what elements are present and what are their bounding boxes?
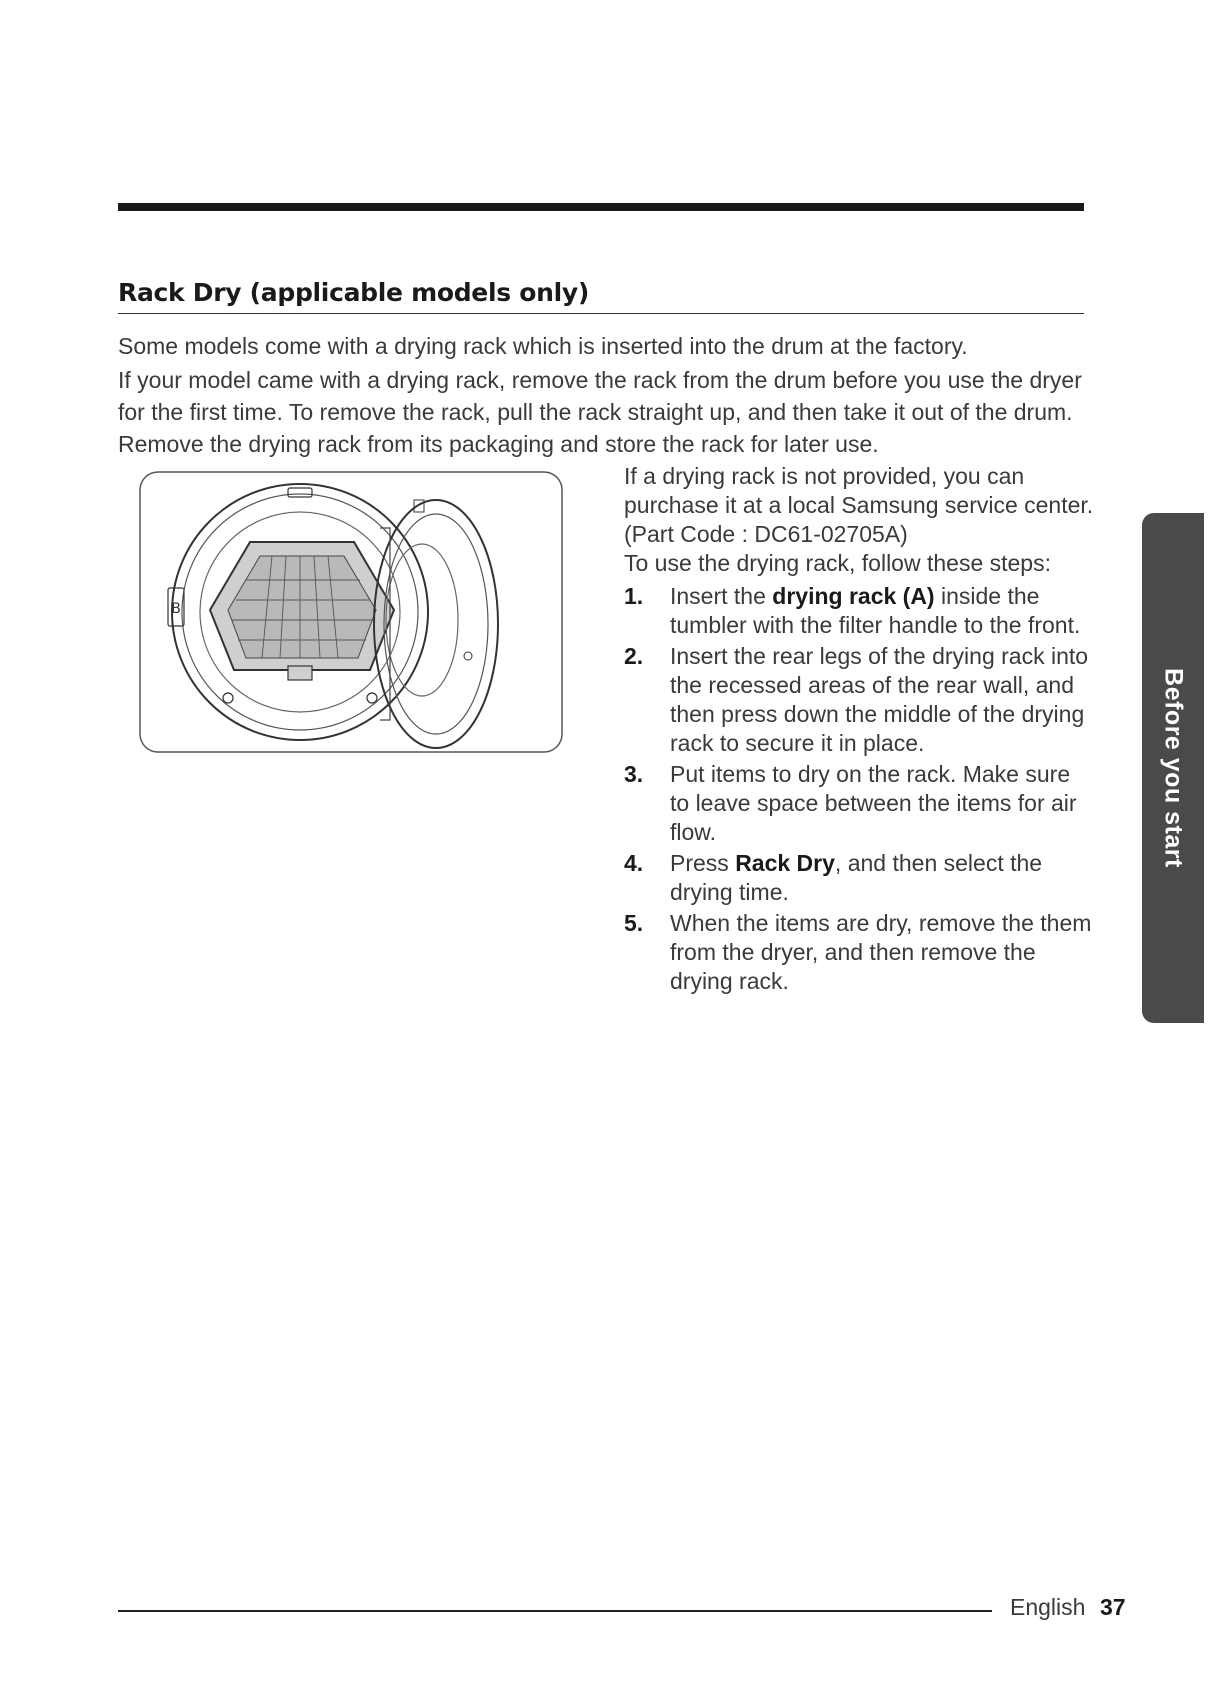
- step-text-part: inside the tumbler with the filter handle to the front.: [670, 583, 1081, 638]
- step-number: 5.: [624, 910, 644, 936]
- page-number: 37: [1100, 1594, 1126, 1620]
- steps-intro: To use the drying rack, follow these steps:: [624, 550, 1051, 576]
- intro-paragraph-2: If your model came with a drying rack, remove the rack from the drum before you use the dryer for the first time. To remove the rack, pull the rack straight up, and then take it out of the drum. Remove the drying rack from its packaging and store the rack for later use.: [118, 367, 1082, 457]
- step-text: Insert the rear legs of the drying rack into the recessed areas of the rear wall, and then press down the middle of the drying rack to secure it in place.: [670, 643, 1089, 756]
- callout-label-b: B: [171, 601, 181, 617]
- steps-list: [624, 582, 1094, 996]
- step-text: [670, 582, 1094, 640]
- drying-rack-illustration: [138, 470, 564, 754]
- step-item: [624, 642, 1094, 758]
- step-text-part: Press: [670, 850, 736, 876]
- step-text-part: , and then select the drying time.: [670, 850, 1043, 905]
- drying-rack: [210, 542, 394, 680]
- instructions-column: [624, 462, 1094, 998]
- footer-language: English: [1010, 1594, 1086, 1620]
- intro-paragraph-1: Some models come with a drying rack which is inserted into the drum at the factory.: [118, 333, 968, 359]
- step-number: 3.: [624, 761, 644, 787]
- step-text: [670, 849, 1094, 907]
- step-text: Put items to dry on the rack. Make sure to leave space between the items for air flow.: [670, 761, 1077, 845]
- footer-divider: [118, 1610, 992, 1612]
- step-text-part: Insert the: [670, 583, 773, 609]
- step-item: [624, 909, 1094, 996]
- chapter-side-tab-label: Before you start: [1159, 668, 1188, 868]
- rack-dry-term: Rack Dry: [735, 850, 835, 876]
- intro-text: [118, 330, 1098, 462]
- step-item: [624, 582, 1094, 640]
- section-title: Rack Dry (applicable models only): [118, 278, 1084, 314]
- step-text: When the items are dry, remove the them from the dryer, and then remove the drying rack.: [670, 910, 1092, 994]
- drying-rack-term: drying rack (A): [772, 583, 935, 609]
- chapter-side-tab: [1142, 513, 1204, 1023]
- step-number: 1.: [624, 583, 644, 609]
- top-divider: [118, 203, 1084, 211]
- purchase-note: If a drying rack is not provided, you can purchase it at a local Samsung service center. (Part Code : DC61-02705A): [624, 463, 1094, 547]
- step-number: 2.: [624, 643, 644, 669]
- step-item: [624, 760, 1094, 847]
- step-number: 4.: [624, 850, 644, 876]
- step-item: [624, 849, 1094, 907]
